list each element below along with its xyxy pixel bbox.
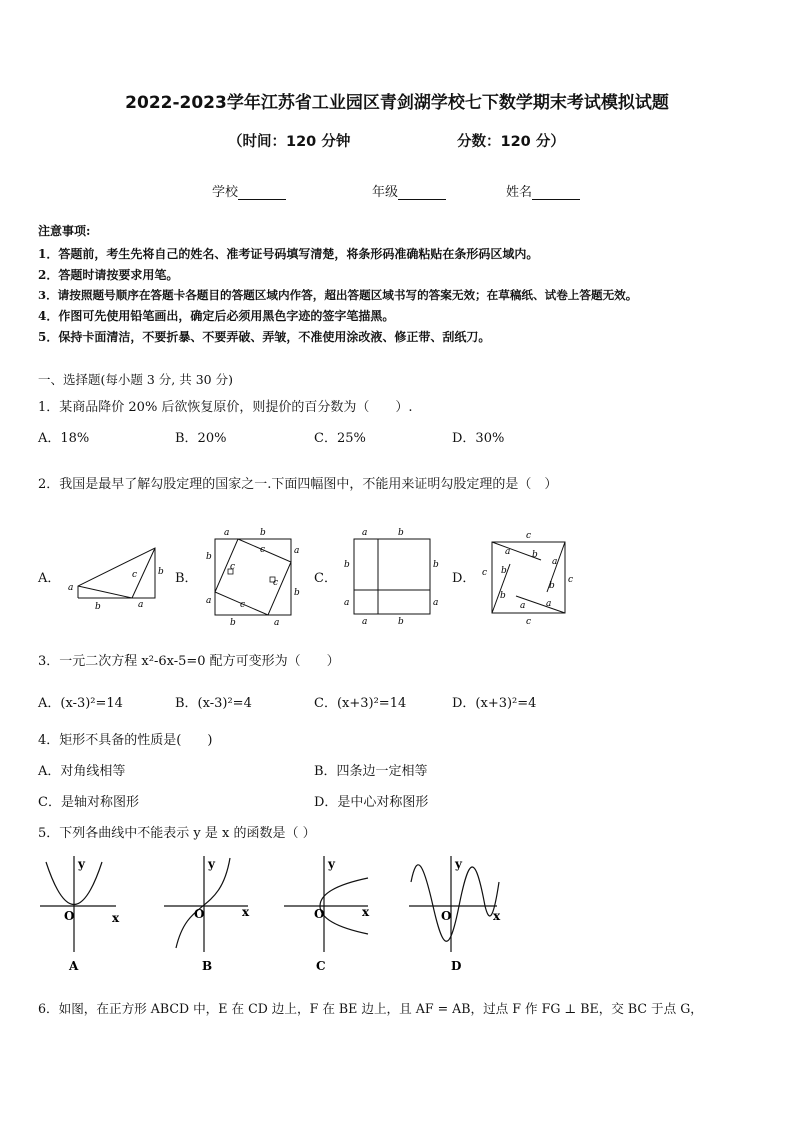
origin-label: O [64,909,75,923]
q2-figure-b [200,525,300,627]
label-c: c [273,578,279,588]
axis-y-label: y [328,857,335,871]
q1-option-d: D．30% [452,431,505,446]
label-c: c [482,568,488,578]
q2-option-a: A． [38,571,61,586]
q5-graph-c [280,852,375,977]
grade-label: 年级 [372,185,399,200]
origin-label: O [441,909,452,923]
label-b: b [158,567,164,577]
school-field [212,181,286,200]
label-a: a [224,528,230,538]
label-a: a [362,617,368,627]
q2-option-c: C． [314,571,337,586]
label-a: a [274,618,280,627]
label-c: c [132,570,138,580]
label-b: b [500,591,506,601]
label-c: c [526,617,532,627]
q4-option-d: D．是中心对称图形 [314,795,429,810]
school-blank [238,185,286,200]
label-b: b [294,588,300,598]
label-a: a [344,598,350,608]
notice-item: 2．答题时请按要求用笔。 [38,268,179,282]
notice-item: 1．答题前，考生先将自己的姓名、准考证号码填写清楚，将条形码准确粘贴在条形码区域内。 [38,247,539,261]
axis-y-label: y [208,857,215,871]
axis-x-label: x [242,905,250,919]
q4-option-c: C．是轴对称图形 [38,795,139,810]
question-5-stem: 5．下列各曲线中不能表示 y 是 x 的函数是（ ） [38,826,316,841]
time-label: （时间：120 分钟 [228,134,351,150]
q2-figure-c [338,525,443,627]
label-b: b [532,550,538,560]
q5-graph-a [36,852,126,977]
label-b: b [549,581,555,591]
notice-item: 3．请按照题号顺序在答题卡各题目的答题区域内作答，超出答题区域书写的答案无效；在草稿纸、试卷上答题无效。 [38,288,638,302]
q3-option-b: B．(x-3)²=4 [175,696,252,711]
label-a: a [68,583,74,593]
label-a: a [552,557,558,567]
axis-x-label: x [493,909,501,923]
axis-x-label: x [362,905,370,919]
notice-item: 5．保持卡面清洁，不要折暴、不要弄破、弄皱，不准使用涂改液、修正带、刮纸刀。 [38,330,491,344]
origin-label: O [194,907,205,921]
origin-label: O [314,907,325,921]
q5-graph-b [160,852,255,977]
school-label: 学校 [212,185,239,200]
question-4-stem: 4．矩形不具备的性质是( ) [38,733,213,748]
page-title: 2022-2023学年江苏省工业园区青剑湖学校七下数学期末考试模拟试题 [125,93,669,113]
graph-b-label: B [202,959,213,973]
label-a: a [546,599,552,609]
label-b: b [501,566,507,576]
q2-figure-d [478,528,578,628]
grade-field [372,181,446,200]
question-1-stem: 1．某商品降价 20% 后欲恢复原价，则提价的百分数为（ ）. [38,400,413,415]
question-6-stem: 6．如图，在正方形 ABCD 中，E 在 CD 边上，F 在 BE 边上，且 AF = AB，过点 F 作 FG ⊥ BE，交 BC 于点 G， [38,1001,703,1016]
label-b: b [398,528,404,538]
grade-blank [398,185,446,200]
q2-option-d: D． [452,571,476,586]
q1-option-b: B．20% [175,431,227,446]
q2-figure-a [60,540,170,612]
q3-option-c: C．(x+3)²=14 [314,696,407,711]
label-b: b [344,560,350,570]
graph-d-label: D [451,959,462,973]
graph-a-label: A [69,959,79,973]
q4-option-b: B．四条边一定相等 [314,764,428,779]
axis-y-label: y [78,857,85,871]
label-c: c [230,562,236,572]
label-c: c [240,600,246,610]
question-3-stem: 3．一元二次方程 x²-6x-5=0 配方可变形为（ ） [38,654,340,669]
notice-heading: 注意事项: [38,224,91,238]
name-label: 姓名 [506,185,533,200]
q1-option-a: A．18% [38,431,90,446]
label-a: a [138,600,144,610]
q3-option-d: D．(x+3)²=4 [452,696,537,711]
q1-option-c: C．25% [314,431,366,446]
label-b: b [230,618,236,627]
q2-option-b: B． [175,571,198,586]
label-b: b [206,552,212,562]
axis-y-label: y [455,857,462,871]
notice-item: 4．作图可先使用铅笔画出，确定后必须用黑色字迹的签字笔描黑。 [38,309,395,323]
section-heading: 一、选择题(每小题 3 分, 共 30 分) [38,372,233,387]
question-2-stem: 2．我国是最早了解勾股定理的国家之一.下面四幅图中，不能用来证明勾股定理的是（ ） [38,477,558,492]
label-b: b [433,560,439,570]
label-b: b [398,617,404,627]
label-b: b [95,602,101,612]
label-b: b [260,528,266,538]
label-a: a [294,546,300,556]
label-a: a [433,598,439,608]
label-a: a [505,547,511,557]
label-a: a [206,596,212,606]
q3-option-a: A．(x-3)²=14 [38,696,123,711]
q4-option-a: A．对角线相等 [38,764,126,779]
score-label: 分数：120 分） [457,134,565,150]
label-c: c [260,545,266,555]
q5-graph-d [405,852,505,977]
name-blank [532,185,580,200]
label-a: a [520,601,526,611]
graph-c-label: C [316,959,326,973]
name-field [506,181,580,200]
axis-x-label: x [112,911,120,925]
label-a: a [362,528,368,538]
label-c: c [526,531,532,541]
label-c: c [568,575,574,585]
